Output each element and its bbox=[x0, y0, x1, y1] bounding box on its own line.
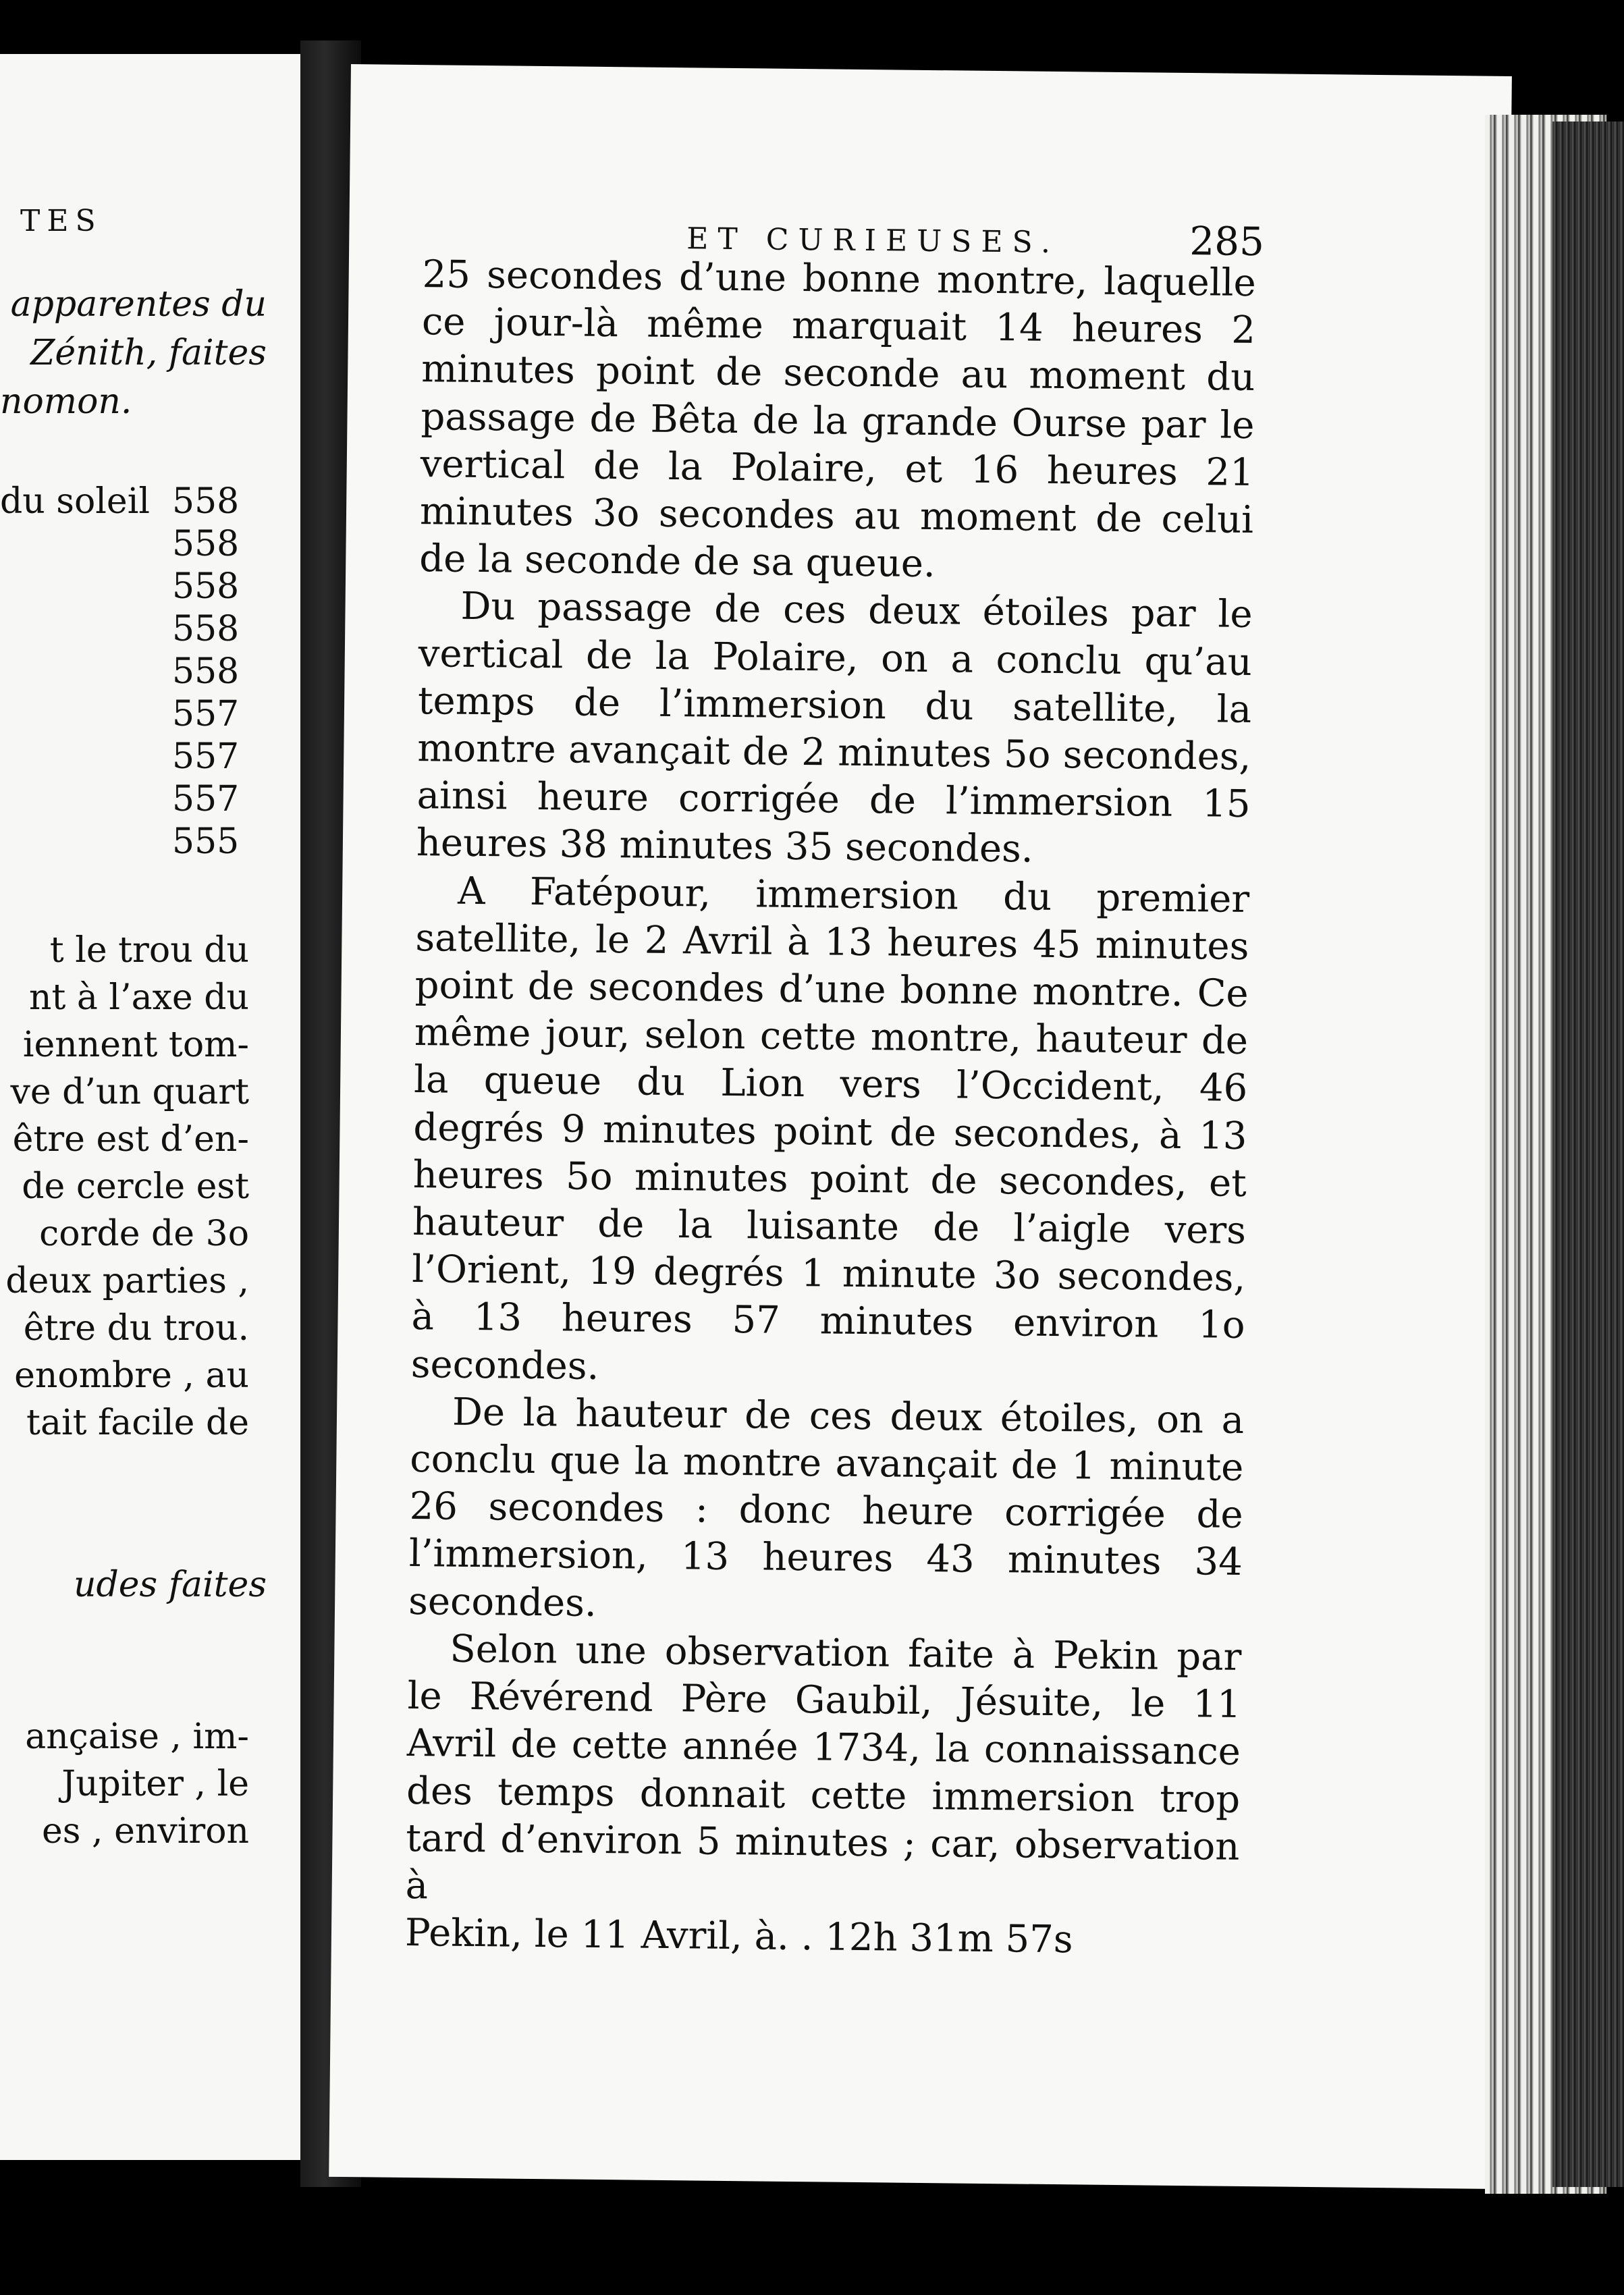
page-number: 285 bbox=[1189, 218, 1265, 265]
left-page-number: 558 bbox=[172, 566, 240, 607]
page-body bbox=[405, 251, 1256, 1966]
left-page-fragment: iennent tom- bbox=[22, 1025, 249, 1065]
left-page-fragment: enombre , au bbox=[14, 1355, 249, 1396]
paragraph: 25 secondes d’une bonne montre, laquelle ce jour-là même marquait 14 heures 2 minutes point de seconde au moment du passage de Bêta de la grande Ourse par le vertical de la Polaire, et 16 heures 21 minutes 3o secondes au moment de celui de la seconde de sa queue. bbox=[418, 252, 1257, 587]
left-page-number: 557 bbox=[172, 779, 240, 819]
left-page-fragment: ve d’un quart bbox=[10, 1072, 249, 1112]
left-page-number: 558 bbox=[172, 609, 240, 649]
left-page-fragment: du soleil bbox=[0, 481, 150, 522]
paragraph-last-line bbox=[405, 1910, 1239, 1966]
book-edge-shadow bbox=[1552, 122, 1624, 2187]
left-page-number: 558 bbox=[172, 524, 240, 564]
left-page-fragment: être du trou. bbox=[23, 1308, 249, 1349]
left-page-fragment: Zénith, faites bbox=[30, 333, 267, 373]
paragraph: Du passage de ces deux étoiles par le vertical de la Polaire, on a conclu qu’au temps de l’immersion du satellite, la montre avançait de 2 minutes 5o secondes, ainsi heure corrigée de l’immersion 15 heures 38 minutes 35 secondes. bbox=[416, 585, 1253, 872]
observation-time-line: Pekin, le 11 Avril, à. . 12h 31m 57s bbox=[404, 1911, 1073, 1962]
left-page-fragment: nomon. bbox=[0, 381, 132, 422]
running-head: ET CURIEUSES. bbox=[686, 221, 1060, 261]
left-page-fragment: ançaise , im- bbox=[25, 1717, 249, 1757]
left-page-fragment: udes faites bbox=[74, 1565, 267, 1605]
left-page-fragment: être est d’en- bbox=[12, 1119, 249, 1160]
left-page-fragment: es , environ bbox=[42, 1811, 249, 1852]
left-page-fragment: apparentes du bbox=[10, 284, 267, 325]
left-page-fragment: TES bbox=[20, 204, 103, 238]
left-page bbox=[0, 54, 300, 2160]
left-page-fragment: Jupiter , le bbox=[61, 1764, 249, 1804]
paragraph: Selon une observation faite à Pekin par le Révérend Père Gaubil, Jésuite, le 11 Avril de cette année 1734, la connaissance des temps donnait cette immersion trop tard d’environ 5 minutes ; car, observation à bbox=[405, 1627, 1242, 1908]
paragraph: De la hauteur de ces deux étoiles, on a conclu que la montre avançait de 1 minute 26 secondes : donc heure corrigée de l’immersion, 13 heures 43 minutes 34 secondes. bbox=[408, 1390, 1245, 1625]
left-page-fragment: t le trou du bbox=[49, 930, 249, 971]
left-page-fragment: tait facile de bbox=[26, 1403, 249, 1443]
left-page-number: 555 bbox=[172, 821, 240, 862]
left-page-number: 557 bbox=[172, 736, 240, 777]
left-page-fragment: de cercle est bbox=[22, 1166, 249, 1207]
left-page-number: 557 bbox=[172, 694, 240, 734]
left-page-fragment: deux parties , bbox=[5, 1261, 249, 1301]
left-page-fragment: corde de 3o bbox=[39, 1214, 249, 1254]
left-page-fragment: nt à l’axe du bbox=[28, 977, 249, 1018]
left-page-number: 558 bbox=[172, 481, 240, 522]
right-page bbox=[329, 64, 1512, 2189]
paragraph: A Fatépour, immersion du premier satellite, le 2 Avril à 13 heures 45 minutes point de secondes d’une bonne montre. Ce même jour, selon cette montre, hauteur de la queue du Lion vers l’Occident, 46 degrés 9 minutes point de secondes, à 13 heures 5o minutes point de secondes, et hauteur de la luisante de l’aigle vers l’Orient, 19 degrés 1 minute 3o secondes, à 13 heures 57 minutes environ 1o secondes. bbox=[410, 869, 1250, 1388]
left-page-number: 558 bbox=[172, 651, 240, 692]
